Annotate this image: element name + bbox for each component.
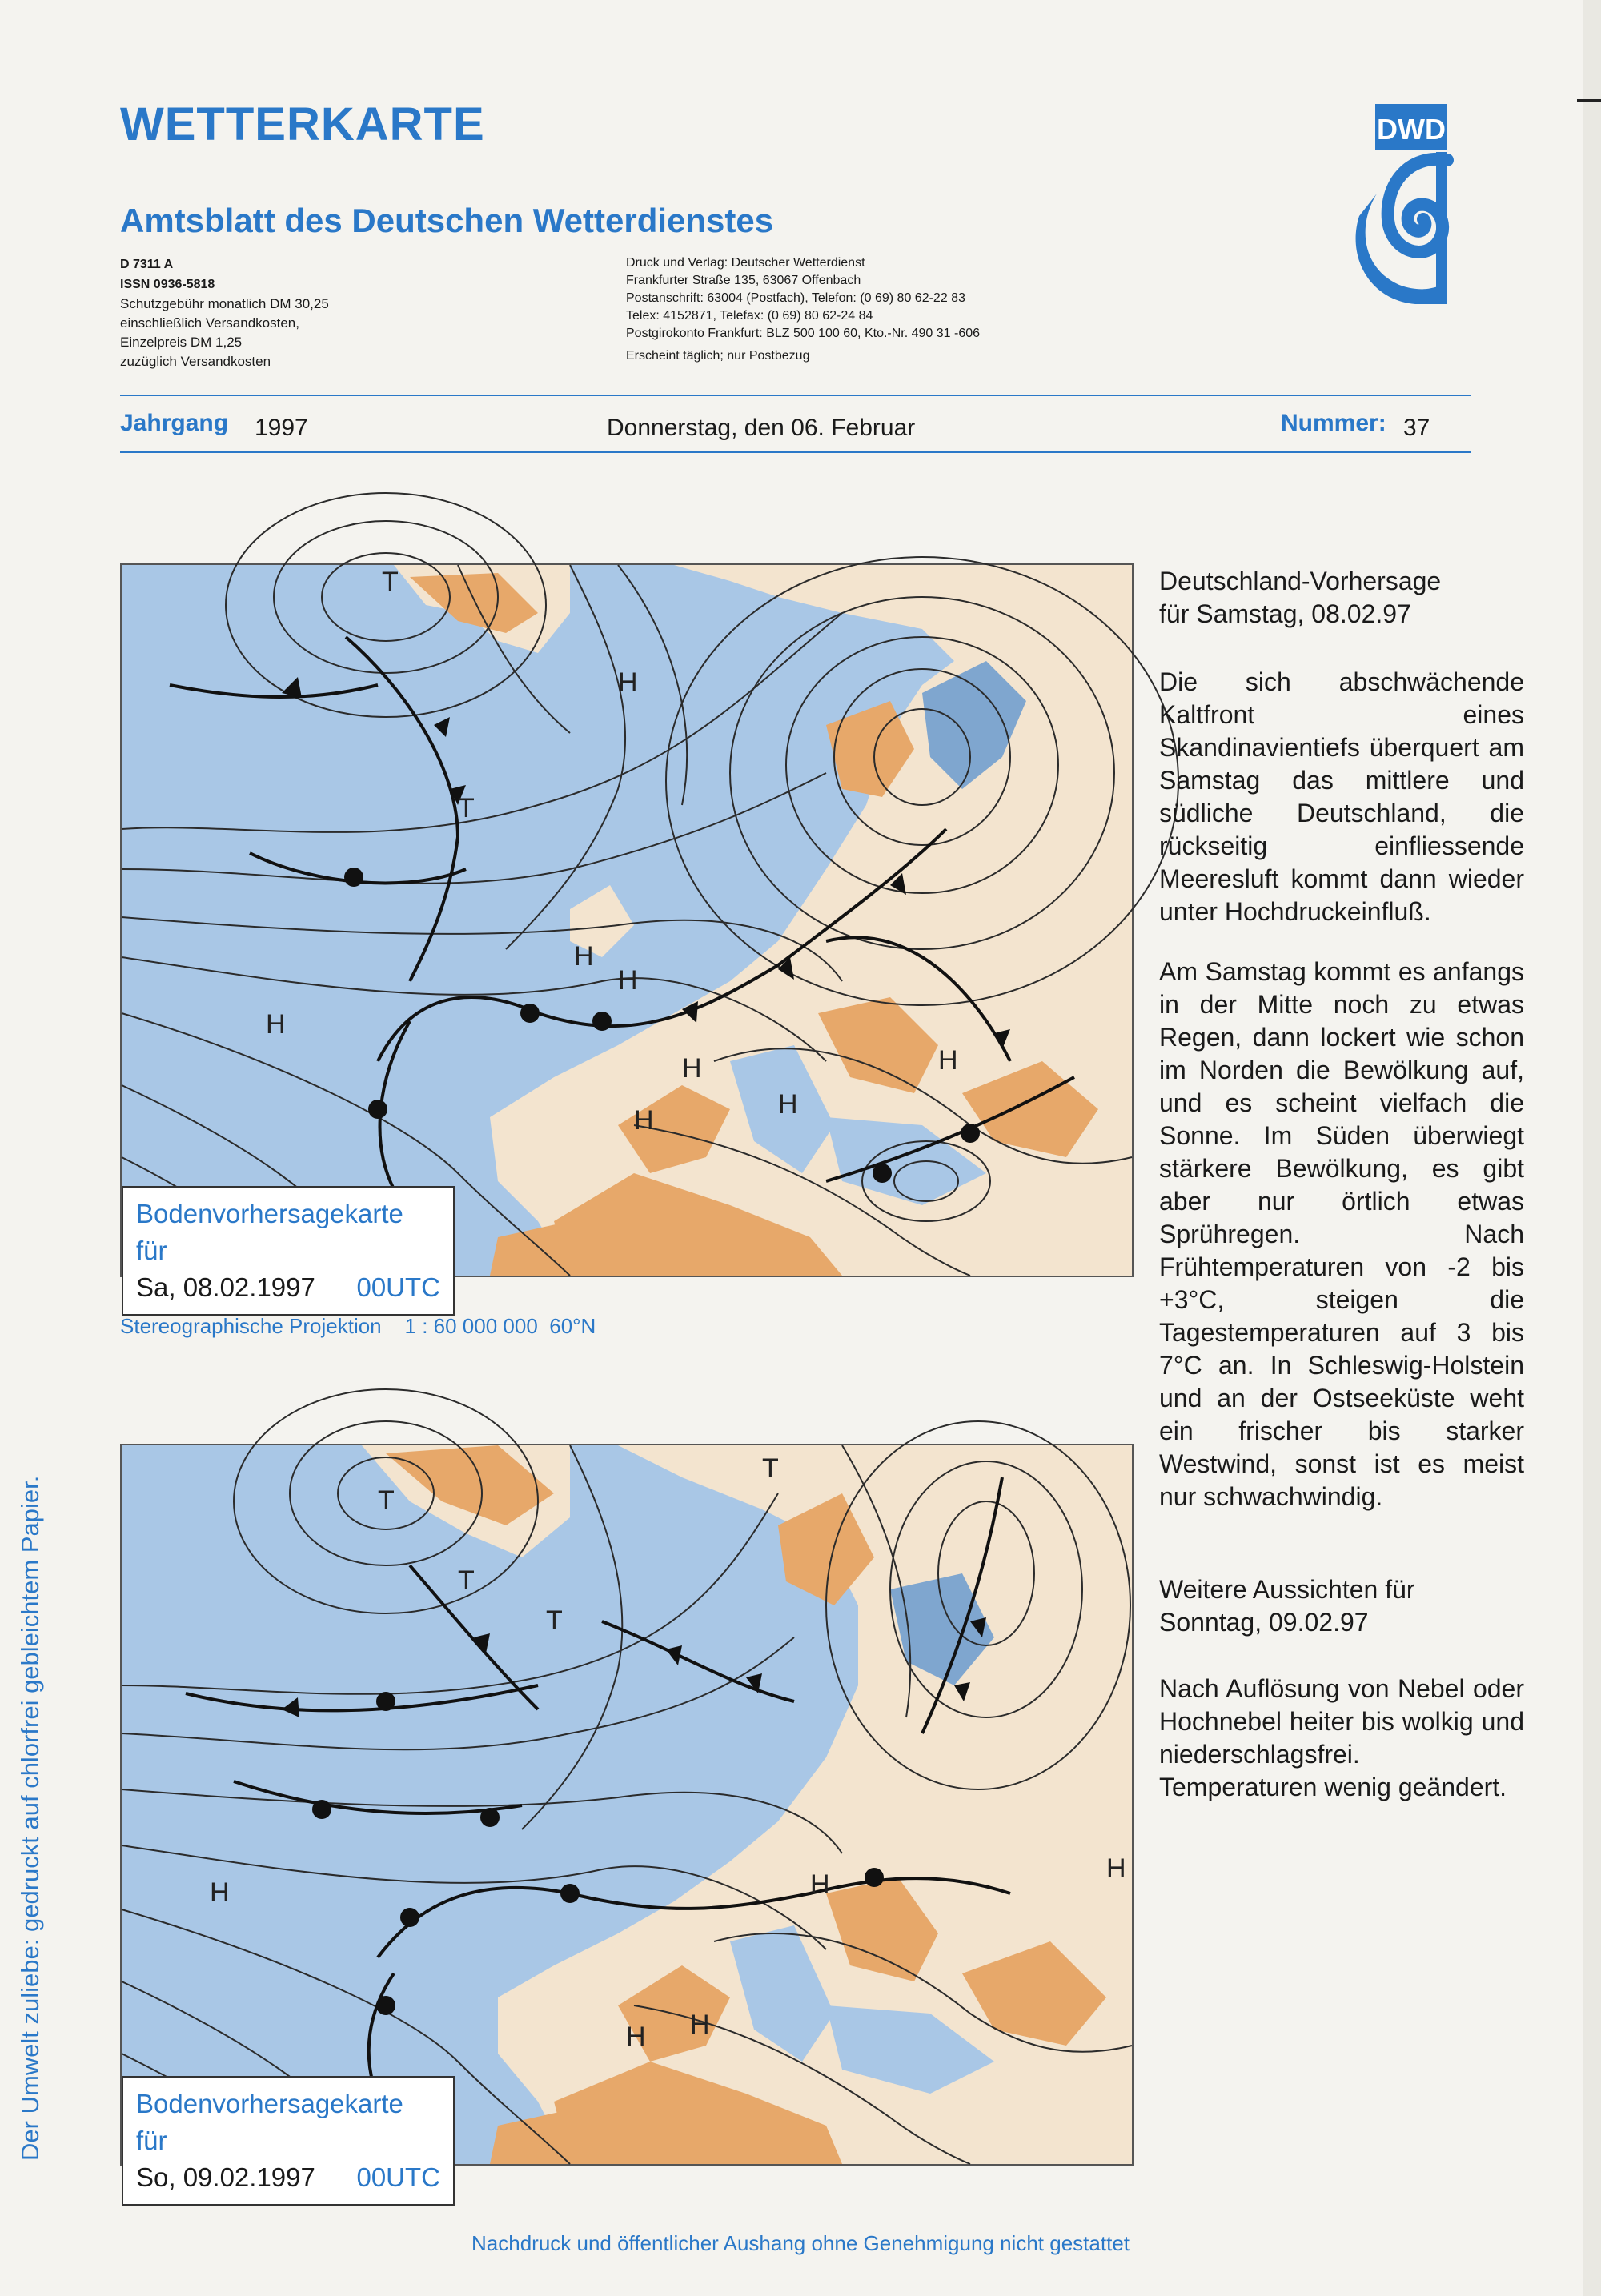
header-rule-bottom <box>120 451 1471 453</box>
meta-line: Frankfurter Straße 135, 63067 Offenbach <box>626 274 861 287</box>
svg-text:H: H <box>1106 1853 1126 1884</box>
forecast-paragraph-1: Die sich abschwächende Kaltfront eines Skandinavientiefs überquert am Samstag das mittlere und südliche Deutschland, die rückseitig einfliessende Meeresluft kommt dann wieder unter Hochdruckeinfluß. <box>1159 667 1524 926</box>
meta-line: zuzüglich Versandkosten <box>120 354 271 369</box>
page-edge-mark <box>1577 99 1601 102</box>
map-label-saturday <box>122 1186 455 1316</box>
meta-line: Druck und Verlag: Deutscher Wetterdienst <box>626 256 865 270</box>
map-label-time: 00UTC <box>356 1272 440 1302</box>
svg-text:DWD: DWD <box>1377 113 1446 146</box>
reprint-notice: Nachdruck und öffentlicher Aushang ohne Genehmigung nicht gestattet <box>471 2231 1130 2255</box>
meta-line: D 7311 A <box>120 258 174 271</box>
nummer-value: 37 <box>1403 415 1430 441</box>
page-edge <box>1583 0 1601 2296</box>
forecast-heading-line: Deutschland-Vorhersage <box>1159 567 1442 595</box>
jahrgang-label: Jahrgang <box>120 410 229 436</box>
meta-line: Erscheint täglich; nur Postbezug <box>626 349 810 363</box>
svg-text:H: H <box>574 941 594 972</box>
masthead-title: WETTERKARTE <box>120 98 485 150</box>
meta-line: Postanschrift: 63004 (Postfach), Telefon: (0 69) 80 62-22 83 <box>626 291 965 305</box>
meta-line: Schutzgebühr monatlich DM 30,25 <box>120 296 329 311</box>
forecast-map-sunday <box>120 1444 1134 2192</box>
publication-meta-left <box>120 254 329 371</box>
projection-caption: Stereographische Projektion 1 : 60 000 000 60°N <box>120 1314 596 1338</box>
svg-text:H: H <box>266 1009 286 1040</box>
meta-line: einschließlich Versandkosten, <box>120 315 299 331</box>
meta-line: Postgirokonto Frankfurt: BLZ 500 100 60, Kto.-Nr. 490 31 -606 <box>626 327 981 340</box>
issue-date: Donnerstag, den 06. Februar <box>607 415 916 441</box>
map-label-title: Bodenvorhersagekarte für <box>136 2089 403 2155</box>
svg-text:H: H <box>778 1089 798 1120</box>
svg-text:T: T <box>546 1605 563 1636</box>
svg-text:H: H <box>618 965 638 996</box>
map-label-sunday <box>122 2076 455 2206</box>
meta-line: Einzelpreis DM 1,25 <box>120 335 243 350</box>
meta-line: ISSN 0936-5818 <box>120 278 215 291</box>
svg-text:T: T <box>762 1453 779 1484</box>
outlook-paragraph: Nach Auflösung von Nebel oder Hochnebel heiter bis wolkig und niederschlagsfrei. Temperaturen wenig geändert. <box>1159 1674 1524 1801</box>
outlook-heading <box>1159 1573 1524 1639</box>
svg-text:T: T <box>458 1565 475 1596</box>
map-label-date: Sa, 08.02.1997 <box>136 1272 315 1302</box>
forecast-map-saturday <box>120 563 1134 1302</box>
outlook-heading-line: Sonntag, 09.02.97 <box>1159 1608 1369 1637</box>
nummer-label: Nummer: <box>1281 410 1386 436</box>
svg-text:H: H <box>618 667 638 698</box>
svg-text:T: T <box>382 567 399 597</box>
forecast-heading <box>1159 565 1524 631</box>
environment-note: Der Umwelt zuliebe: gedruckt auf chlorfrei gebleichtem Papier. <box>16 1475 44 2161</box>
forecast-heading-line: für Samstag, 08.02.97 <box>1159 599 1411 628</box>
map-label-date: So, 09.02.1997 <box>136 2162 315 2192</box>
svg-text:H: H <box>690 2010 710 2040</box>
forecast-paragraph-2: Am Samstag kommt es anfangs in der Mitte noch zu etwas Regen, dann lockert wie schon im Norden die Bewölkung auf, und es scheint vielfach die Sonne. Im Süden überwiegt stärkere Bewölkung, es gibt aber nur örtlich etwas Sprühregen. Nach Frühtemperaturen von -2 bis +3°C, steigen die Tagestemperaturen auf 3 bis 7°C an. In Schleswig-Holstein und an der Ostseeküste weht ein frischer bis starker Westwind, sonst ist es meist nur schwachwindig. <box>1159 957 1524 1511</box>
outlook-heading-line: Weitere Aussichten für <box>1159 1575 1415 1604</box>
masthead-subtitle: Amtsblatt des Deutschen Wetterdienstes <box>120 202 774 239</box>
publication-meta-right <box>626 254 980 365</box>
svg-text:H: H <box>810 1869 830 1900</box>
svg-text:H: H <box>626 2022 646 2052</box>
weather-map-drawing <box>122 1445 1132 2164</box>
map-label-title: Bodenvorhersagekarte für <box>136 1199 403 1265</box>
svg-text:T: T <box>378 1485 395 1516</box>
svg-text:T: T <box>458 793 475 823</box>
svg-text:H: H <box>210 1877 230 1908</box>
svg-text:H: H <box>634 1105 654 1136</box>
svg-text:H: H <box>682 1053 702 1084</box>
dwd-logo <box>1353 104 1447 304</box>
meta-line: Telex: 4152871, Telefax: (0 69) 80 62-24 84 <box>626 309 873 323</box>
weather-map-drawing <box>122 565 1132 1276</box>
map-label-time: 00UTC <box>356 2162 440 2192</box>
svg-text:H: H <box>938 1045 958 1076</box>
jahrgang-value: 1997 <box>255 415 308 441</box>
header-rule-top <box>120 395 1471 396</box>
